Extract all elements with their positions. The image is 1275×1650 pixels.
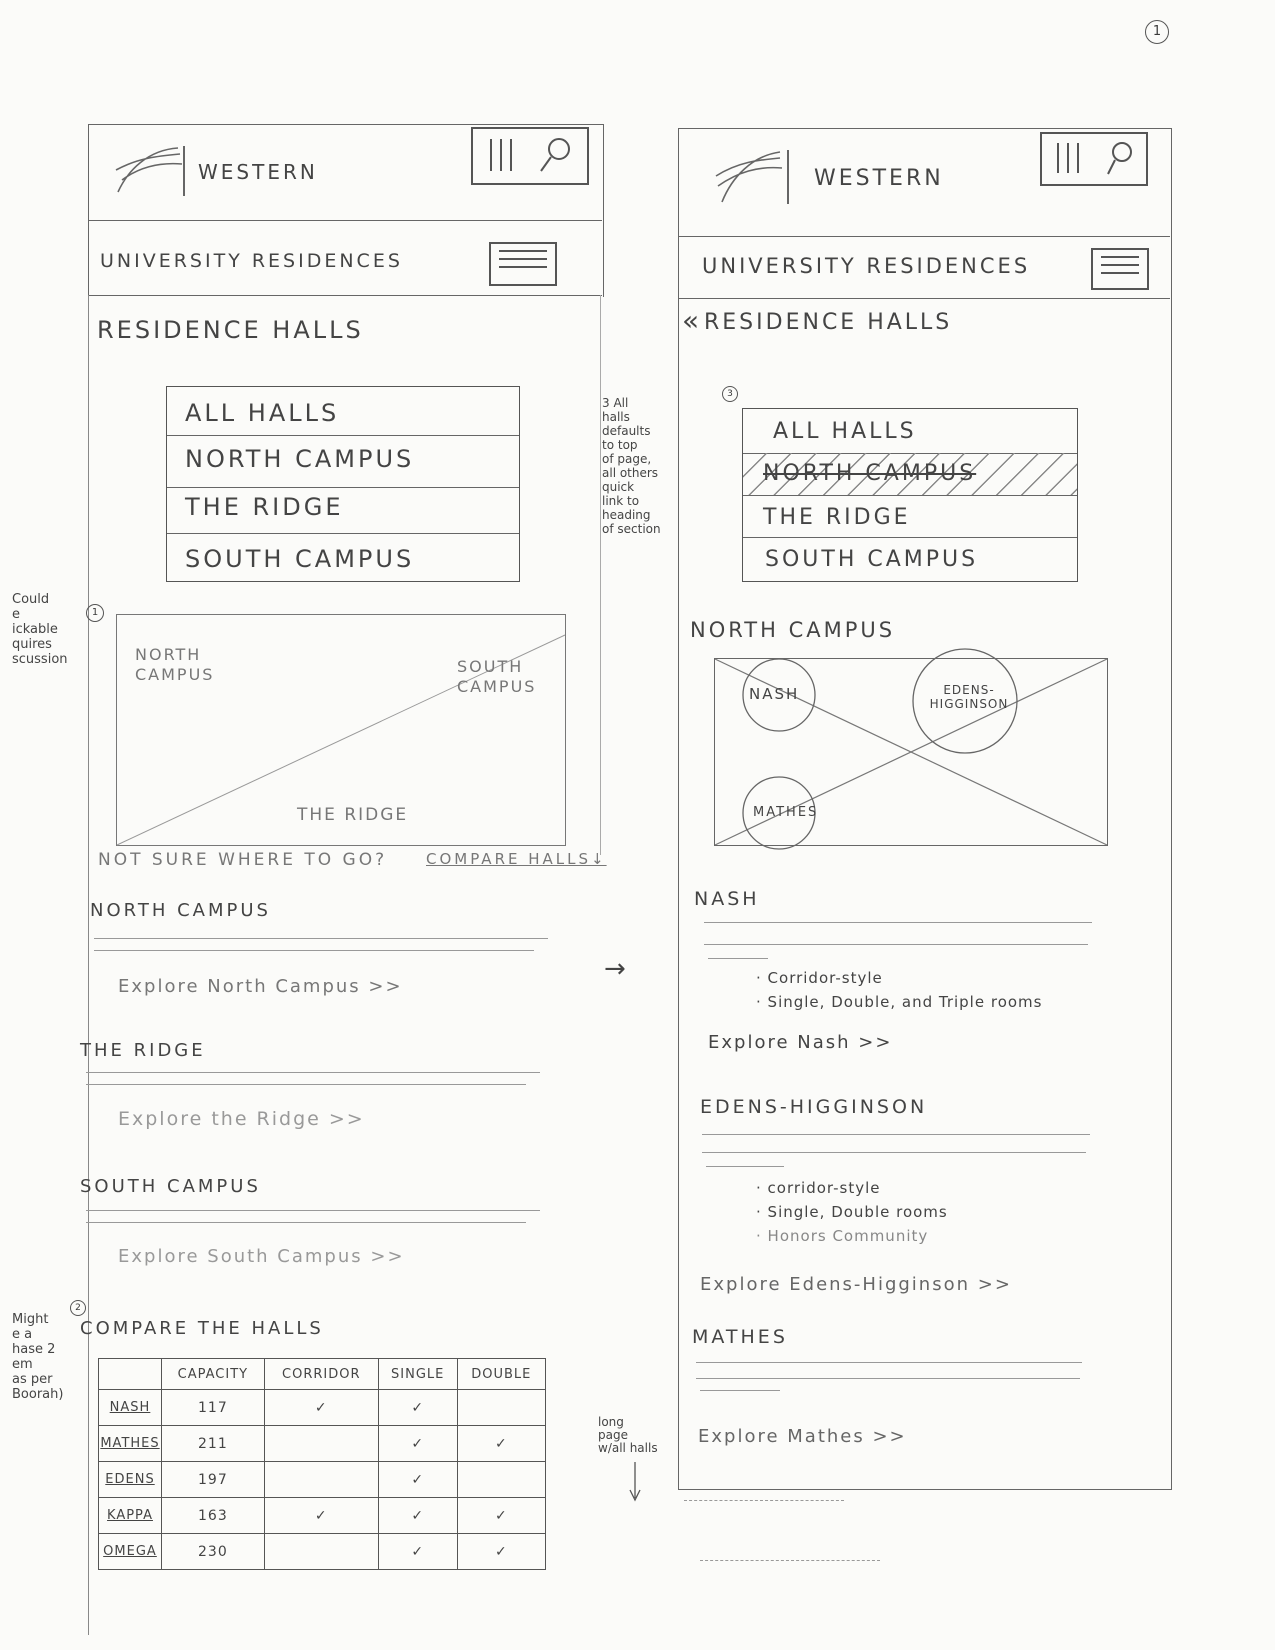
left-frame-side: [88, 295, 89, 1635]
left-area-ridge-title: THE RIDGE: [80, 1040, 206, 1061]
table-cell: ✓: [378, 1390, 457, 1426]
right-divider-title: [678, 298, 1170, 299]
left-divider-title: [88, 295, 602, 296]
left-map-label-ridge[interactable]: THE RIDGE: [297, 805, 409, 825]
right-map-label-nash[interactable]: NASH: [749, 685, 800, 703]
left-area-ridge-link[interactable]: Explore the Ridge >>: [118, 1108, 365, 1130]
left-map-marker: 1: [86, 604, 104, 622]
table-header-cell: SINGLE: [378, 1359, 457, 1390]
right-hall-edens-title: EDENS-HIGGINSON: [700, 1096, 928, 1118]
left-section-title: RESIDENCE HALLS: [97, 316, 364, 344]
left-brand: WESTERN: [198, 160, 318, 184]
left-header-title: UNIVERSITY RESIDENCES: [100, 250, 403, 272]
right-hall-mathes-title: MATHES: [692, 1326, 788, 1348]
table-cell: ✓: [264, 1390, 378, 1426]
left-divider-header: [88, 220, 602, 221]
table-cell: 197: [162, 1462, 265, 1498]
left-area-north-title: NORTH CAMPUS: [90, 900, 271, 921]
right-hall-nash-bullets: [756, 966, 1042, 1014]
page-number-circle: [1145, 20, 1169, 44]
table-header-row: [99, 1359, 546, 1390]
left-map-label-north[interactable]: NORTH CAMPUS: [135, 645, 215, 684]
right-hall-dropdown[interactable]: [742, 408, 1078, 582]
right-dropdown-south-campus[interactable]: SOUTH CAMPUS: [765, 547, 979, 572]
table-header-cell: CAPACITY: [162, 1359, 265, 1390]
table-row-label[interactable]: OMEGA: [99, 1534, 162, 1570]
right-bars-icon[interactable]: [1054, 141, 1086, 175]
table-row: [99, 1534, 546, 1570]
right-search-icon[interactable]: [1100, 140, 1138, 178]
list-item: · Corridor-style: [756, 969, 883, 987]
left-dropdown-the-ridge[interactable]: THE RIDGE: [185, 493, 344, 521]
left-compare-link[interactable]: COMPARE HALLS↓: [426, 850, 607, 868]
table-cell: [264, 1426, 378, 1462]
logo-flag-icon: [108, 140, 188, 200]
down-arrow-icon: [628, 1462, 642, 1502]
search-icon[interactable]: [535, 135, 575, 175]
table-cell: ✓: [264, 1498, 378, 1534]
right-menu-icon[interactable]: [1091, 248, 1149, 290]
right-header-title: UNIVERSITY RESIDENCES: [702, 254, 1031, 278]
left-hall-dropdown[interactable]: [166, 386, 520, 582]
table-row-label[interactable]: EDENS: [99, 1462, 162, 1498]
table-cell: [457, 1390, 545, 1426]
table-cell: ✓: [457, 1498, 545, 1534]
table-cell: ✓: [457, 1534, 545, 1570]
left-menu-icon[interactable]: [489, 242, 557, 286]
table-row-label[interactable]: KAPPA: [99, 1498, 162, 1534]
table-cell: 163: [162, 1498, 265, 1534]
table-cell: [264, 1534, 378, 1570]
left-compare-prompt: NOT SURE WHERE TO GO?: [98, 850, 388, 870]
flow-arrow: →: [604, 954, 626, 984]
left-compare-table: [98, 1358, 546, 1570]
right-dropdown-the-ridge[interactable]: THE RIDGE: [763, 505, 911, 530]
left-campus-map[interactable]: [116, 614, 566, 846]
right-dropdown-all-halls[interactable]: ALL HALLS: [773, 419, 917, 444]
annotation-left-compare: Might e a hase 2 em as per Boorah): [12, 1312, 64, 1402]
right-hall-edens-bullets: [756, 1176, 948, 1248]
right-campus-map[interactable]: [714, 658, 1108, 846]
right-brand: WESTERN: [814, 166, 944, 191]
right-map-label-mathes[interactable]: MATHES: [753, 805, 819, 820]
right-dropdown-north-campus-selected[interactable]: [743, 453, 1077, 495]
left-compare-marker: 2: [70, 1300, 86, 1316]
left-area-south-title: SOUTH CAMPUS: [80, 1176, 261, 1197]
right-hall-nash-title: NASH: [694, 888, 760, 910]
left-dropdown-north-campus[interactable]: NORTH CAMPUS: [185, 445, 415, 473]
table-cell: ✓: [378, 1462, 457, 1498]
table-header-cell: DOUBLE: [457, 1359, 545, 1390]
table-row: [99, 1498, 546, 1534]
table-row: [99, 1462, 546, 1498]
table-cell: 117: [162, 1390, 265, 1426]
page-number: 1: [1152, 24, 1162, 39]
annotation-long-page: long page w/all halls: [598, 1415, 658, 1455]
left-utility-box: [471, 127, 589, 185]
table-cell: 230: [162, 1534, 265, 1570]
table-cell: [264, 1462, 378, 1498]
table-header-cell: [99, 1359, 162, 1390]
right-dropdown-marker: 3: [722, 386, 738, 402]
left-area-south-link[interactable]: Explore South Campus >>: [118, 1246, 405, 1267]
annotation-middle: 3 All halls defaults to top of page, all others quick link to heading of section: [602, 396, 661, 536]
left-dropdown-south-campus[interactable]: SOUTH CAMPUS: [185, 545, 415, 573]
table-cell: 211: [162, 1426, 265, 1462]
table-cell: ✓: [378, 1498, 457, 1534]
right-map-label-edens[interactable]: EDENS-HIGGINSON: [929, 683, 1009, 711]
right-divider-header: [678, 236, 1170, 237]
right-section-title: RESIDENCE HALLS: [704, 310, 953, 335]
right-hall-edens-link[interactable]: Explore Edens-Higginson >>: [700, 1274, 1012, 1295]
left-map-label-south[interactable]: SOUTH CAMPUS: [457, 657, 537, 696]
list-item: · Single, Double rooms: [756, 1203, 948, 1221]
table-cell: ✓: [378, 1426, 457, 1462]
right-area-title: NORTH CAMPUS: [690, 618, 896, 642]
right-hall-nash-link[interactable]: Explore Nash >>: [708, 1032, 893, 1053]
right-back-arrow[interactable]: «: [682, 304, 700, 337]
left-compare-title: COMPARE THE HALLS: [80, 1318, 324, 1339]
table-cell: [457, 1462, 545, 1498]
right-hall-mathes-link[interactable]: Explore Mathes >>: [698, 1426, 907, 1447]
list-item: · Single, Double, and Triple rooms: [756, 993, 1043, 1011]
annotation-left-map: Could e ickable quires scussion: [12, 592, 68, 667]
left-area-north-link[interactable]: Explore North Campus >>: [118, 976, 403, 997]
table-row: [99, 1390, 546, 1426]
bars-icon[interactable]: [487, 137, 519, 173]
right-dropdown-north-campus[interactable]: NORTH CAMPUS: [763, 461, 977, 486]
list-item: · corridor-style: [756, 1179, 881, 1197]
table-cell: ✓: [457, 1426, 545, 1462]
left-dropdown-all-halls[interactable]: ALL HALLS: [185, 399, 340, 427]
table-row-label[interactable]: MATHES: [99, 1426, 162, 1462]
list-item: · Honors Community: [756, 1227, 929, 1245]
table-cell: ✓: [378, 1534, 457, 1570]
table-row-label[interactable]: NASH: [99, 1390, 162, 1426]
left-frame-side-right: [600, 295, 601, 855]
table-header-cell: CORRIDOR: [264, 1359, 378, 1390]
right-utility-box: [1040, 132, 1148, 186]
table-row: [99, 1426, 546, 1462]
right-logo-flag-icon: [712, 142, 792, 212]
